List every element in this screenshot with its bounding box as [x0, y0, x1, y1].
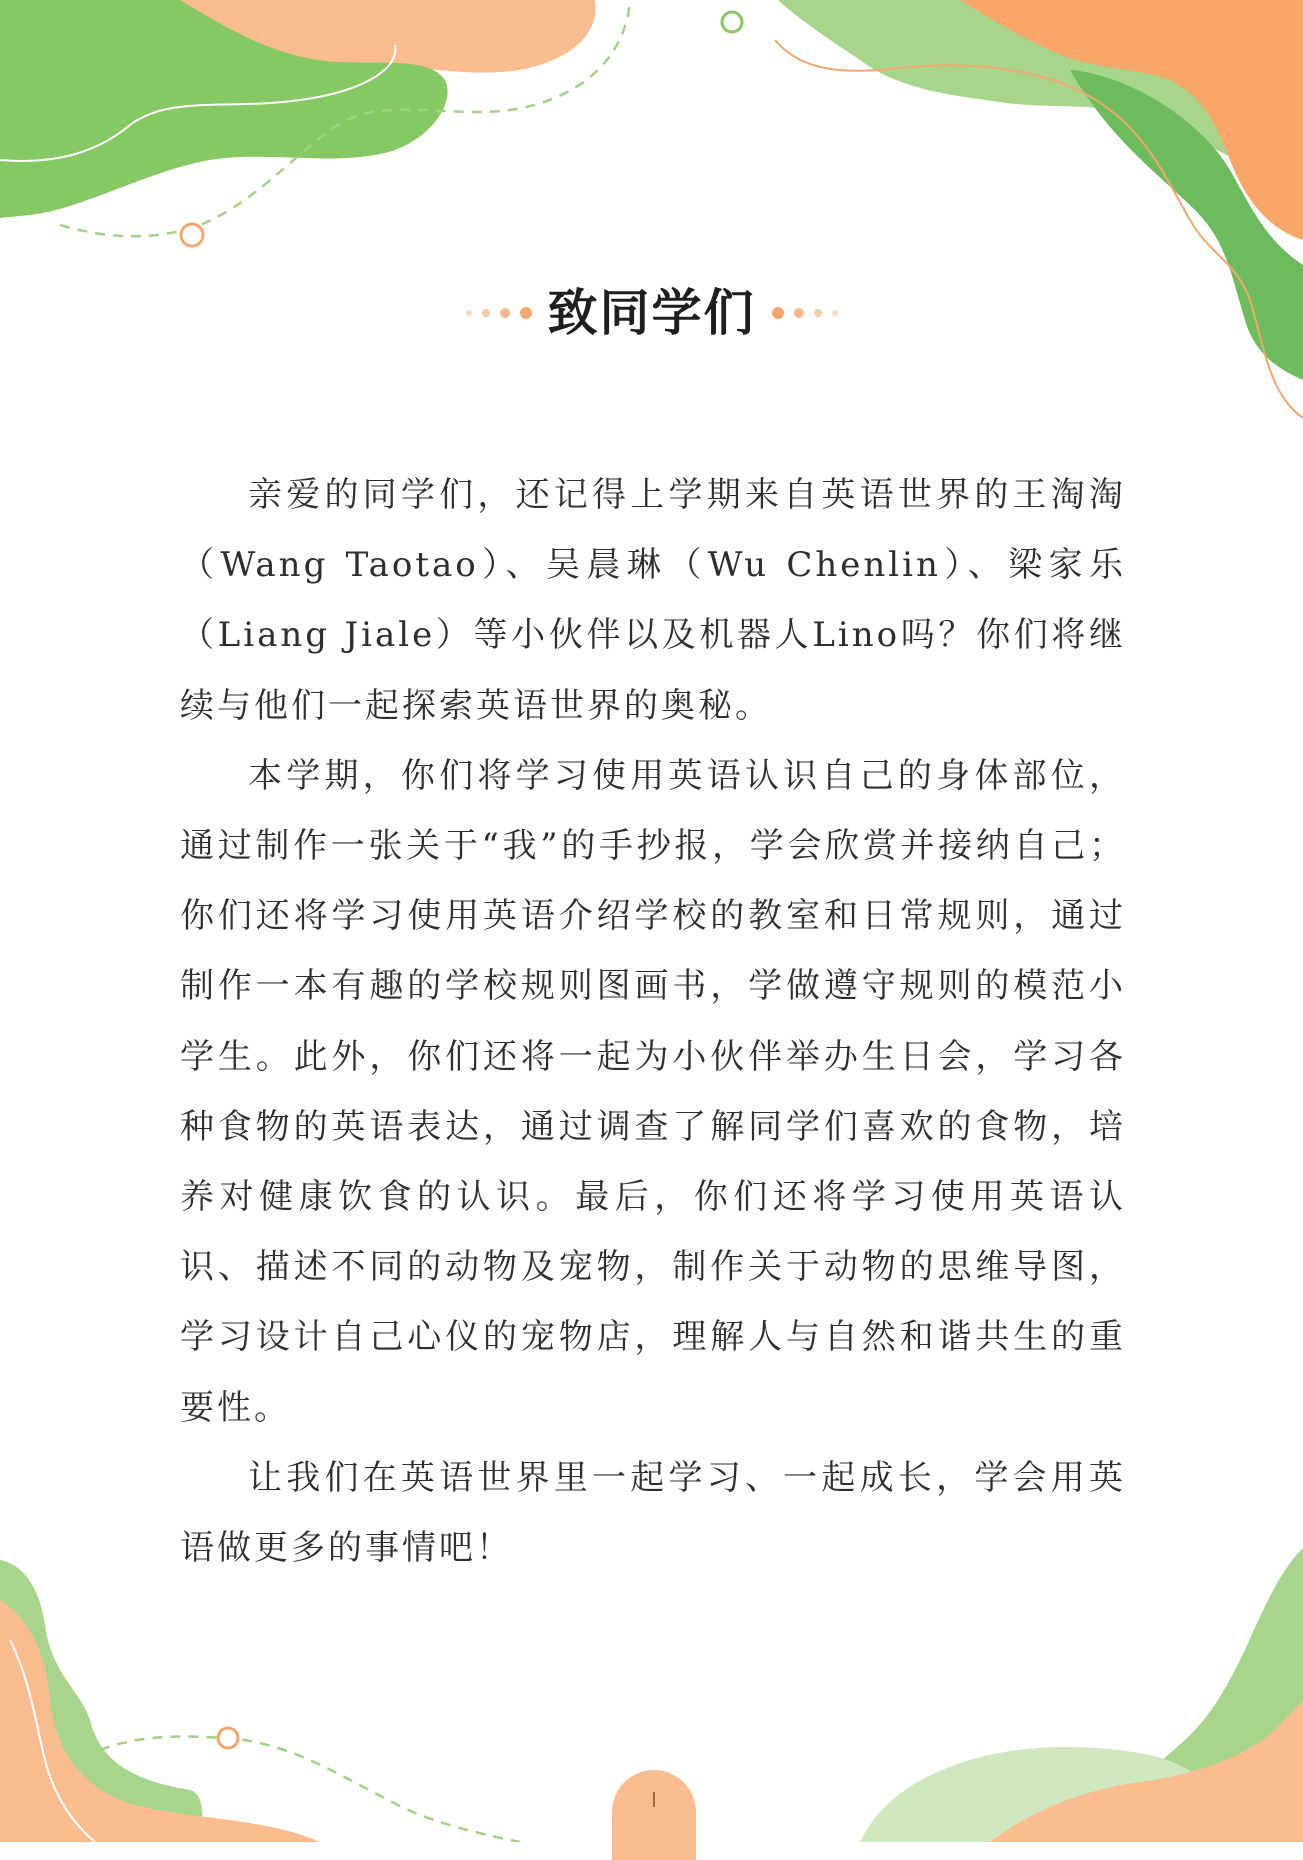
dot-icon — [466, 310, 472, 316]
dot-icon — [814, 309, 822, 317]
page-title: 致同学们 — [547, 284, 756, 342]
title-block — [0, 278, 1303, 348]
dot-icon — [794, 308, 804, 318]
dot-icon — [482, 309, 490, 317]
letter-body — [180, 460, 1126, 1583]
title-dots-left — [466, 307, 532, 319]
page-number-tab — [612, 1770, 696, 1860]
dot-icon — [772, 307, 784, 319]
title-dots-right — [772, 307, 838, 319]
dot-icon — [520, 307, 532, 319]
dot-icon — [500, 308, 510, 318]
paragraph-intro: 亲爱的同学们，还记得上学期来自英语世界的王淘淘（Wang Taotao）、吴晨琳（Wu Chenlin）、梁家乐（Liang Jiale）等小伙伴以及机器人Lino吗？你们将继续与他们一起探索英语世界的奥秘。 — [180, 475, 1126, 726]
dot-icon — [832, 310, 838, 316]
paragraph-closing: 让我们在英语世界里一起学习、一起成长，学会用英语做更多的事情吧！ — [180, 1457, 1126, 1569]
top-center-green-ring — [722, 12, 742, 32]
paragraph-semester-content: 本学期，你们将学习使用英语认识自己的身体部位，通过制作一张关于“我”的手抄报，学会欣赏并接纳自己；你们还将学习使用英语介绍学校的教室和日常规则，通过制作一本有趣的学校规则图画书，学做遵守规则的模范小学生。此外，你们还将一起为小伙伴举办生日会，学习各种食物的英语表达，通过调查了解同学们喜欢的食物，培养对健康饮食的认识。最后，你们还将学习使用英语认识、描述不同的动物及宠物，制作关于动物的思维导图，学习设计自己心仪的宠物店，理解人与自然和谐共生的重要性。 — [180, 755, 1126, 1428]
bottom-left-orange-ring — [218, 1728, 238, 1748]
page-number: I — [651, 1788, 657, 1812]
top-left-orange-ring — [181, 224, 203, 246]
